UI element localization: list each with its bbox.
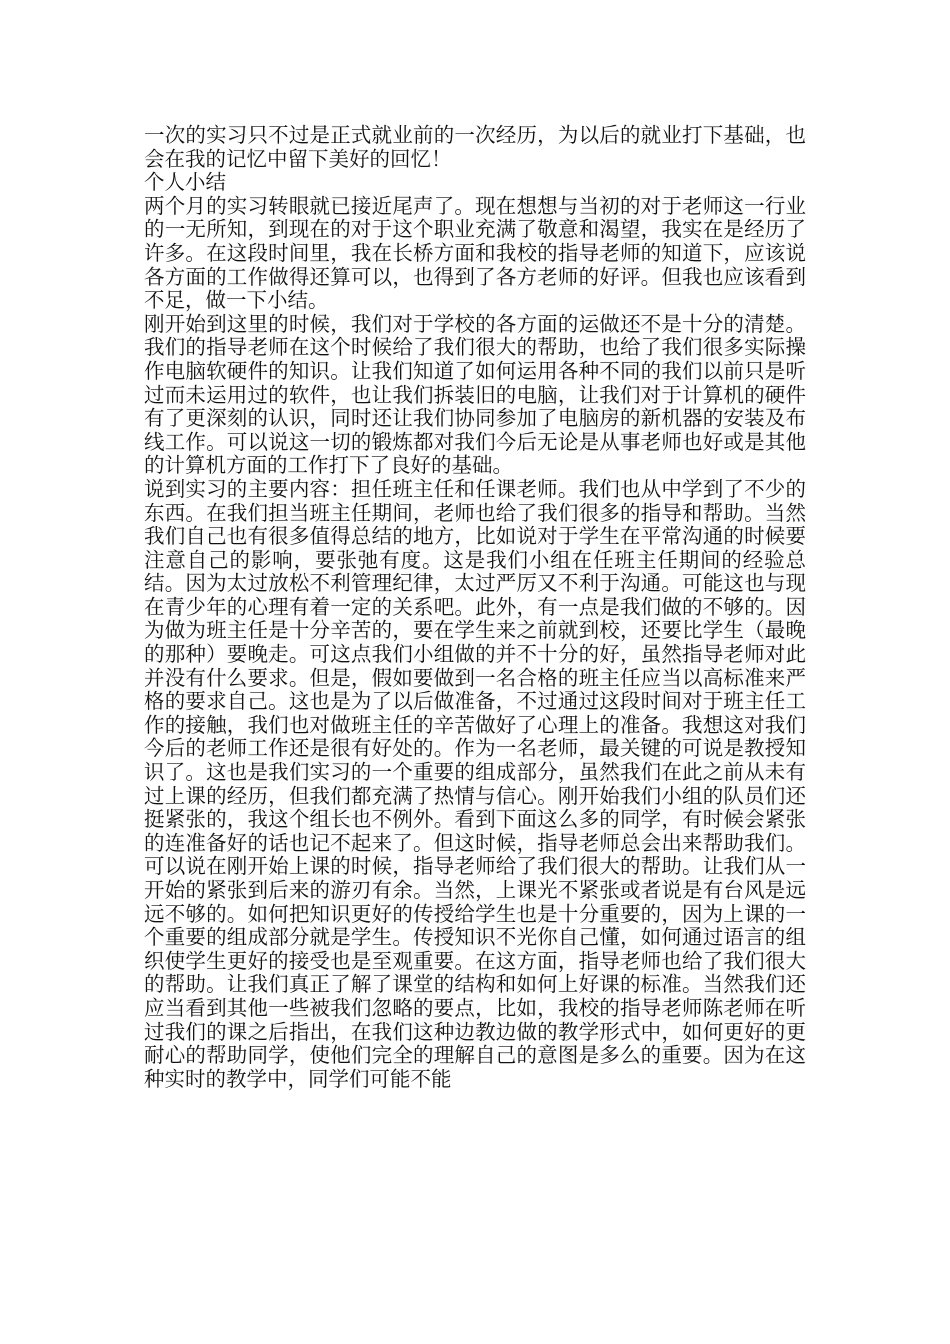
section-heading: 个人小结 xyxy=(144,170,226,195)
intro-paragraph: 一次的实习只不过是正式就业前的一次经历，为以后的就业打下基础，也会在我的记忆中留下美好的回忆！ xyxy=(144,123,806,171)
body-paragraph-2: 刚开始到这里的时候，我们对于学校的各方面的运做还不是十分的清楚。我们的指导老师在这个时候给了我们很大的帮助，也给了我们很多实际操作电脑软硬件的知识。让我们知道了如何运用各种不同的我们以前只是听过而未运用过的软件，也让我们拆装旧的电脑，让我们对于计算机的硬件有了更深刻的认识，同时还让我们协同参加了电脑房的新机器的安装及布线工作。可以说这一切的锻炼都对我们今后无论是从事老师也好或是其他的计算机方面的工作打下了良好的基础。 xyxy=(144,311,806,478)
document-page xyxy=(144,124,806,1091)
body-paragraph-3: 说到实习的主要内容：担任班主任和任课老师。我们也从中学到了不少的东西。在我们担当班主任期间，老师也给了我们很多的指导和帮助。当然我们自己也有很多值得总结的地方，比如说对于学生在平常沟通的时候要注意自己的影响，要张弛有度。这是我们小组在任班主任期间的经验总结。因为太过放松不利管理纪律，太过严厉又不利于沟通。可能这也与现在青少年的心理有着一定的关系吧。此外，有一点是我们做的不够的。因为做为班主任是十分辛苦的，要在学生来之前就到校，还要比学生（最晚的那种）要晚走。可这点我们小组做的并不十分的好，虽然指导老师对此并没有什么要求。但是，假如要做到一名合格的班主任应当以高标准来严格的要求自己。这也是为了以后做准备，不过通过这段时间对于班主任工作的接触，我们也对做班主任的辛苦做好了心理上的准备。我想这对我们今后的老师工作还是很有好处的。作为一名老师，最关键的可说是教授知识了。这也是我们实习的一个重要的组成部分，虽然我们在此之前从未有过上课的经历，但我们都充满了热情与信心。刚开始我们小组的队员们还挺紧张的，我这个组长也不例外。看到下面这么多的同学，有时候会紧张的连准备好的话也记不起来了。但这时候，指导老师总会出来帮助我们。可以说在刚开始上课的时候，指导老师给了我们很大的帮助。让我们从一开始的紧张到后来的游刃有余。当然，上课光不紧张或者说是有台风是远远不够的。如何把知识更好的传授给学生也是十分重要的，因为上课的一个重要的组成部分就是学生。传授知识不光你自己懂，如何通过语言的组织使学生更好的接受也是至观重要。在这方面，指导老师也给了我们很大的帮助。让我们真正了解了课堂的结构和如何上好课的标准。当然我们还应当看到其他一些被我们忽略的要点，比如，我校的指导老师陈老师在听过我们的课之后指出，在我们这种边教边做的教学形式中，如何更好的更耐心的帮助同学，使他们完全的理解自己的意图是多么的重要。因为在这种实时的教学中，同学们可能不能 xyxy=(144,476,806,1091)
body-paragraph-1: 两个月的实习转眼就已接近尾声了。现在想想与当初的对于老师这一行业的一无所知，到现在的对于这个职业充满了敬意和渴望，我实在是经历了许多。在这段时间里，我在长桥方面和我校的指导老师的知道下，应该说各方面的工作做得还算可以，也得到了各方老师的好评。但我也应该看到不足，做一下小结。 xyxy=(144,193,806,313)
